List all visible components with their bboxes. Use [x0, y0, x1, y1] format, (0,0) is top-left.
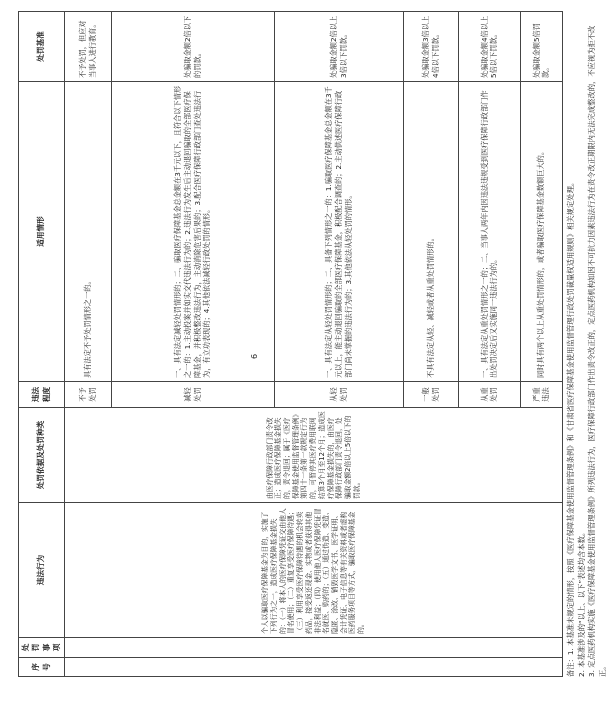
- header-standard: 处罚基准: [19, 12, 65, 82]
- header-legal-basis: 处罚依据及处罚种类: [19, 408, 65, 503]
- circumstances-cell: 一、具有法定从重处罚情形之一的；二、当事人两年内因违法违规受到医疗保障行政部门作出处罚决定后又实施同一违法行为的。: [459, 82, 520, 382]
- standard-cell: 不予处罚，但应对当事人进行教育。: [65, 12, 112, 82]
- circumstances-cell: 同时具有两个以上从重处罚情形的，或者骗取医疗保障基金数额巨大的。: [520, 82, 562, 382]
- note-item: 2. 本基准涉及的“以上、以下”表述均含本数。: [576, 528, 586, 677]
- note-item: 1. 本基准未规定的情形，按照《医疗保障基金使用监督管理条例》和《甘肃省医疗保障基金使用监督管理行政处罚裁量权适用规则》相关规定处理。: [566, 178, 575, 656]
- header-circumstances: 适用情形: [19, 82, 65, 382]
- circumstances-cell: 具有法定不予处罚情形之一的。: [65, 82, 112, 382]
- penalty-standard-table: [18, 11, 563, 677]
- legal-basis-cell: 由医疗保障行政部门责令改正；造成医疗保障基金损失的，责令退回；属于《医疗保障基金使用监督管理条例》第四十一条第一款规定行为的，可暂停其医疗费用联网结算3个月至12个月；造成医疗保障基金损失的，由医疗保障行政部门责令退回，处骗取金额2倍以上5倍以下的罚款。: [65, 408, 563, 503]
- degree-cell: 不予处罚: [65, 382, 112, 408]
- circumstances-cell: 一、具有法定减轻处罚情形的；二、骗取医疗保障基金总金额在3千元以下，且符合以下情形之一的：1.主动投案并如实交代违法行为的；2.违法行为发生后主动退回骗取的全部医疗保障基金，并积极整改违法行为，主动消除危害后果的；3.配合医疗保障行政部门查处违法行为，有立功表现的；4.其他依法减轻行政处罚的情形。: [111, 82, 274, 382]
- notes-section: [566, 12, 608, 677]
- header-illegal-act: 违法行为: [19, 503, 65, 638]
- circumstances-cell: 一、具有法定从轻处罚情形的；二、具备下列情形之一的：1.骗取医疗保障基金总金额在3千元以上，能主动退回骗取的全部医疗保障基金，积极配合调查的；2.主动供述医疗保障行政部门尚未掌握的违法行为的；3.其他依法从轻处罚的情形。: [274, 82, 403, 382]
- page-number: 6: [250, 353, 259, 359]
- note-line: [577, 12, 588, 677]
- degree-cell: 从轻处罚: [274, 382, 403, 408]
- header-item: 处罚事项: [19, 638, 65, 658]
- header-serial: 序号: [19, 658, 65, 677]
- degree-cell: 减轻处罚: [111, 382, 274, 408]
- note-item: 3. 定点医药机构实施《医疗保障基金使用监督管理条例》所列违法行为，医疗保障行政部门作出责令改正的，定点医药机构如因不可抗力因素违法行为在责令改正期限内无法完成整改的，不应视为拒不改正。: [587, 25, 607, 677]
- degree-cell: 从重处罚: [459, 382, 520, 408]
- table-header-row: [19, 12, 65, 677]
- note-line: [587, 12, 608, 677]
- note-line: [566, 12, 577, 677]
- degree-cell: 严重违法: [520, 382, 562, 408]
- table-row: [65, 12, 112, 677]
- standard-cell: 处骗取金额4倍以上5倍以下罚款。: [459, 12, 520, 82]
- header-degree: 违法程度: [19, 382, 65, 408]
- standard-cell: 处骗取金额2倍以下的罚款。: [111, 12, 274, 82]
- item-cell: [65, 638, 563, 658]
- illegal-act-cell: 个人以骗取医疗保障基金为目的，实施了下列行为之一，造成医疗保障基金损失的：（一）将本人的医疗保障凭证交由他人冒名使用；（二）重复享受医疗保障待遇；（三）利用享受医疗保障待遇的机会转卖药品，接受返还现金、实物或者获得其他非法利益；（四）使用他人医疗保障凭证冒名就医、购药的；（五）通过伪造、变造、隐匿、涂改、销毁医学文书、医学证明、会计凭证、电子信息等有关资料或者虚构医药服务项目等方式，骗取医疗保障基金的。: [65, 503, 563, 638]
- serial-cell: [65, 658, 563, 677]
- circumstances-cell: 不具有法定从轻、减轻或者从重处罚情形的。: [404, 82, 459, 382]
- standard-cell: 处骗取金额2倍以上3倍以下罚款。: [274, 12, 403, 82]
- standard-cell: 处骗取金额5倍罚款。: [520, 12, 562, 82]
- notes-label: 备注：: [566, 655, 575, 677]
- standard-cell: 处骗取金额3倍以上4倍以下罚款。: [404, 12, 459, 82]
- degree-cell: 一般处罚: [404, 382, 459, 408]
